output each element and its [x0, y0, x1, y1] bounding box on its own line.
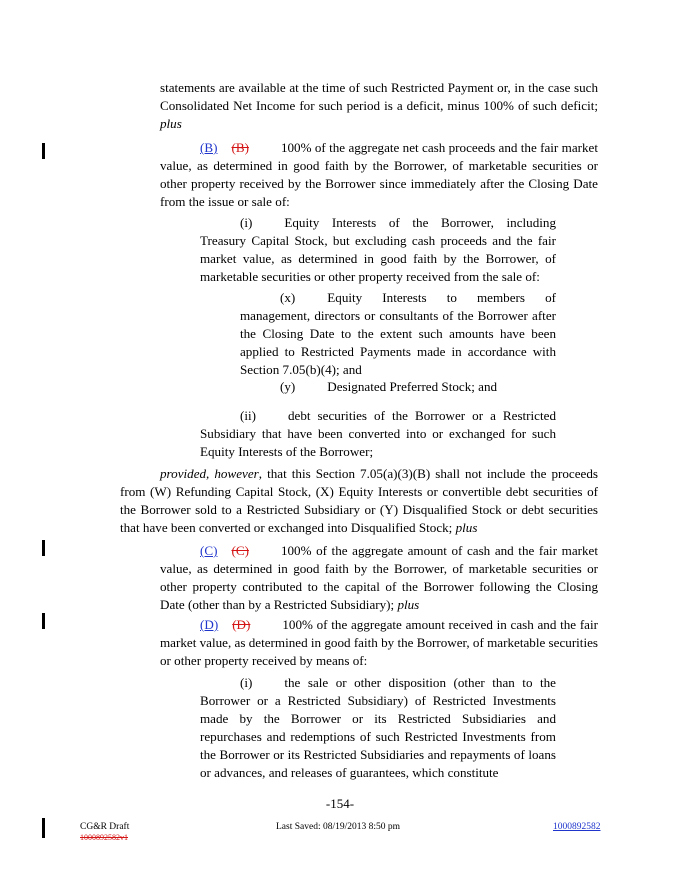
inserted-label: (D)	[200, 617, 219, 632]
footer-deleted-docid: 1000892582v1	[80, 833, 128, 842]
paragraph-b: (B) (B) 100% of the aggregate net cash proceeds and the fair market value, as determined in good faith by the Borrower, of marketable securities or other property received by the Borrower since immediately after the Closing Date from the issue or sale of:	[160, 140, 598, 209]
paragraph-d: (D) (D) 100% of the aggregate amount received in cash and the fair market value, as determined in good faith by the Borrower, of marketable securities or other property received by means of:	[160, 617, 598, 668]
page-number: -154-	[325, 796, 355, 811]
paragraph-d-i: (i) the sale or other disposition (other than to the Borrower or a Restricted Subsidiary) of Restricted Investments made by the Borrower or its Restricted Subsidiaries and repurchases and redemptions of such Restricted Investments from the Borrower or its Restricted Subsidiaries and repayments of loans or advances, and releases of guarantees, which constitute	[200, 675, 556, 780]
proviso-paragraph: provided, however, that this Section 7.05(a)(3)(B) shall not include the proceeds from (W) Refunding Capital Stock, (X) Equity Interests or convertible debt securities of the Borrower sold to a Restricted Subsidiary or (Y) Disqualified Stock or debt securities that have been converted or exchanged into Disqualified Stock; plus	[120, 466, 598, 535]
footer-docid: 1000892582	[553, 822, 601, 832]
change-bar	[42, 818, 45, 838]
inserted-label: (C)	[200, 543, 218, 558]
inserted-label: (B)	[200, 140, 218, 155]
paragraph-continuation: statements are available at the time of such Restricted Payment or, in the case such Consolidated Net Income for such period is a deficit, minus 100% of such deficit; plus	[160, 80, 598, 131]
change-bar	[42, 143, 45, 159]
paragraph-b-i-y: (y) Designated Preferred Stock; and	[280, 379, 498, 394]
change-bar	[42, 613, 45, 629]
change-bar	[42, 540, 45, 556]
deleted-label: (C)	[231, 543, 249, 558]
paragraph-b-i-x: (x) Equity Interests to members of management, directors or consultants of the Borrower after the Closing Date to the extent such amounts have been applied to Restricted Payments made in accordance with Section 7.05(b)(4); and	[240, 290, 556, 377]
deleted-label: (D)	[232, 617, 251, 632]
paragraph-b-i: (i) Equity Interests of the Borrower, including Treasury Capital Stock, but excluding cash proceeds and the fair market value, as determined in good faith by the Borrower, of marketable securities or other property received from the sale of:	[200, 215, 556, 284]
paragraph-c: (C) (C) 100% of the aggregate amount of cash and the fair market value, as determined in good faith by the Borrower, of marketable securities or other property contributed to the capital of the Borrower following the Closing Date (other than by a Restricted Subsidiary); plus	[160, 543, 598, 612]
footer-last-saved: Last Saved: 08/19/2013 8:50 pm	[276, 822, 401, 832]
footer-draft-label: CG&R Draft	[80, 822, 130, 832]
deleted-label: (B)	[231, 140, 249, 155]
paragraph-b-ii: (ii) debt securities of the Borrower or a Restricted Subsidiary that have been converted into or exchanged for such Equity Interests of the Borrower;	[200, 408, 556, 459]
